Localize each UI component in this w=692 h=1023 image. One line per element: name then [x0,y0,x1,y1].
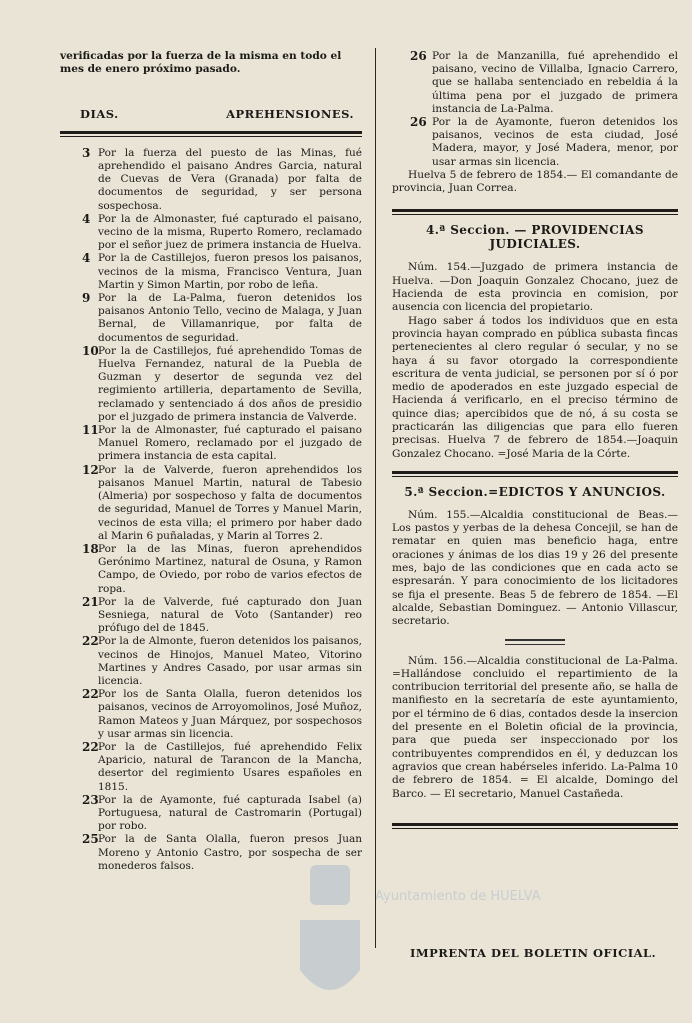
section4-notice-154: Núm. 154.—Juzgado de primera instancia de Huelva. —Don Joaquin Gonzalez Chocano, juez de Hacienda de esta provincia en comision, por ausencia con licencia del propietario. [392,261,678,314]
entry-day: 10 [82,343,99,358]
left-column [60,50,362,873]
entry-day: 25 [82,832,99,847]
aprehension-entry [60,464,362,543]
entry-day: 9 [82,291,91,306]
entry-day: 4 [82,251,91,266]
aprehension-entry [60,345,362,424]
entry-day: 22 [82,634,99,649]
aprehension-entry [60,741,362,794]
svg-text:Ayuntamiento de HUELVA: Ayuntamiento de HUELVA [375,889,541,904]
entry-text: Por la de Castillejos, fué aprehendido Felix Aparicio, natural de Tarancon de la Mancha, desertor del regimiento Usares españoles en 1815. [98,740,362,793]
section-rule [392,209,678,212]
entries-list [60,147,362,873]
entry-day: 22 [82,687,99,702]
entry-text: Por la de La-Palma, fueron detenidos los paisanos Antonio Tello, vecino de Malaga, y Juan Bernal, de Villamanrique, por falta de documentos de seguridad. [98,292,362,344]
entry-text: Por la de Santa Olalla, fueron presos Juan Moreno y Antonio Castro, por sospecha de ser monederos falsos. [98,833,362,872]
header-rule-thin [60,136,362,137]
section-rule [392,471,678,474]
aprehension-entry [60,292,362,345]
entry-text: Por la de Manzanilla, fué aprehendido el paisano, vecino de Villalba, Ignacio Carrero, que se hallaba sentenciado en rebeldia á la última pena por el juzgado de primera instancia de La-Palma. [432,50,678,115]
entry-text: Por la de Castillejos, fué aprehendido Tomas de Huelva Fernandez, natural de la Puebla de Guzman y desertor de segunda vez del regimiento artilleria, departamento de Sevilla, reclamado y sentenciado á dos años de presidio por el juzgado de primera instancia de Valverde. [98,344,362,423]
section5-notice-155: Núm. 155.—Alcaldia constitucional de Beas.— Los pastos y yerbas de la dehesa Concejil, se han de rematar en quien mas beneficio haga, entre oraciones y ánimas de los dias 19 y 26 del presente mes, bajo de las condiciones que en cada acto se espresarán. Y para conocimiento de los licitadores se fija el presente. Beas 5 de febrero de 1854. —El alcalde, Sebastian Dominguez. — Antonio Villascur, secretario. [392,508,678,628]
entries-list-continued [392,50,678,169]
footer-rule-thin [392,828,678,829]
entry-text: Por la de Ayamonte, fué capturada Isabel (a) Portuguesa, natural de Castromarin (Portugal) por robo. [98,793,362,833]
section4-heading: 4.ª Seccion. — PROVIDENCIAS JUDICIALES. [426,223,644,252]
intro-text: verificadas por la fuerza de la misma en todo el mes de enero próximo pasado. [60,50,342,76]
header-rule [60,131,362,134]
aprehension-entry [60,635,362,688]
entry-text: Por la de Valverde, fué capturado don Juan Sesniega, natural de Voto (Santander) reo prófugo del de 1845. [98,595,362,635]
aprehension-entry [392,116,678,169]
entry-text: Por la de Almonaster, fué capturado el paisano Manuel Romero, reclamado por el juzgado de primera instancia de esta capital. [98,424,362,463]
aprehension-entry [60,596,362,636]
entry-text: Por la de Castillejos, fueron presos los paisanos, vecinos de la misma, Francisco Ventura, Juan Martin y Simon Martin, por robo de leña. [98,252,362,291]
entry-text: Por los de Santa Olalla, fueron detenidos los paisanos, vecinos de Arroyomolinos, José Muñoz, Ramon Mateos y Juan Márquez, por sospechosos y usar armas sin licencia. [98,688,362,740]
footer-rule [392,823,678,826]
aprehension-entry [60,794,362,834]
entry-day: 22 [82,739,99,754]
aprehension-entry [60,543,362,596]
entry-text: Por la fuerza del puesto de las Minas, fué aprehendido el paisano Andres Garcia, natural de Cuevas de Vera (Granada) por falta de documentos de seguridad, y ser persona sospechosa. [98,146,362,212]
column-divider [375,48,376,948]
imprenta-footer: IMPRENTA DEL BOLETIN OFICIAL. [410,946,657,960]
entry-text: Por la de Almonte, fueron detenidos los paisanos, vecinos de Hinojos, Manuel Mateo, Vitorino Martines y Andres Casado, por usar armas sin licencia. [98,635,362,687]
right-column [392,50,678,839]
section-rule-thin [392,214,678,215]
entry-text: Por la de las Minas, fueron aprehendidos Gerónimo Martinez, natural de Osuna, y Ramon Campo, de Oviedo, por robo de varios efectos de ropa. [98,542,362,595]
entry-day: 12 [82,462,99,477]
entry-text: Por la de Valverde, fueron aprehendidos los paisanos Manuel Martin, natural de Tabesio (Almeria) por sospechoso y falta de documentos de seguridad, Manuel de Torres y Manuel Marin, vecinos de esta villa; el primero por haber dado al Marin 6 puñaladas, y Marin al Torres 2. [98,463,362,542]
aprehension-entry [60,252,362,292]
header-dias: DIAS. [80,106,119,121]
entry-day: 21 [82,594,99,609]
entry-day: 18 [82,541,99,556]
table-headers [80,107,354,121]
entry-text: Por la de Almonaster, fué capturado el paisano, vecino de la misma, Ruperto Romero, reclamado por el señor juez de primera instancia de Huelva. [98,212,362,252]
header-aprehensiones: APREHENSIONES. [226,106,354,121]
section5-heading: 5.ª Seccion.=EDICTOS Y ANUNCIOS. [404,484,666,499]
aprehension-entry [60,213,362,253]
aprehension-entry [60,424,362,464]
aprehension-entry [60,147,362,213]
entry-day: 26 [410,49,427,63]
entry-day: 4 [82,211,91,226]
entry-day: 3 [82,145,91,160]
section4-notice-body: Hago saber á todos los individuos que en esta provincia hayan comprado en pública subasta fincas pertenecientes al clero regular ó secular, y no se haya á su favor otorgado la correspondiente escritura de venta judicial, se personen por sí ó por medio de apoderados en este juzgado especial de Hacienda á verificarlo, en el preciso término de quince dias; apercibidos que de nó, á su costa se practicarán las diligencias que para ello fueren precisas. Huelva 7 de febrero de 1854.—Joaquin Gonzalez Chocano. =José Maria de la Córte. [392,314,678,460]
entry-day: 11 [82,423,99,438]
section5-notice-156: Núm. 156.—Alcaldia constitucional de La-Palma. =Hallándose concluido el repartimiento de la contribucion territorial del presente año, se halla de manifiesto en la secretaría de este ayuntamiento, por el término de 6 dias, contados desde la insercion del presente en el Boletin oficial de la provincia, para que pueda ser inspeccionado por los contribuyentes comprendidos en él, y deduzcan los agravios que crean habérseles inferido. La-Palma 10 de febrero de 1854. = El alcalde, Domingo del Barco. — El secretario, Manuel Castañeda. [392,654,678,800]
aprehension-entry [392,50,678,116]
aprehension-entry [60,688,362,741]
signature-line: Huelva 5 de febrero de 1854.— El comandante de provincia, Juan Correa. [392,168,678,195]
entry-day: 26 [410,115,427,130]
entry-text: Por la de Ayamonte, fueron detenidos los paisanos, vecinos de esta ciudad, José Madera, mayor, y José Madera, menor, por usar armas sin licencia. [432,116,678,168]
notice-separator [505,639,565,645]
section-rule-thin [392,476,678,477]
entry-day: 23 [82,792,99,807]
